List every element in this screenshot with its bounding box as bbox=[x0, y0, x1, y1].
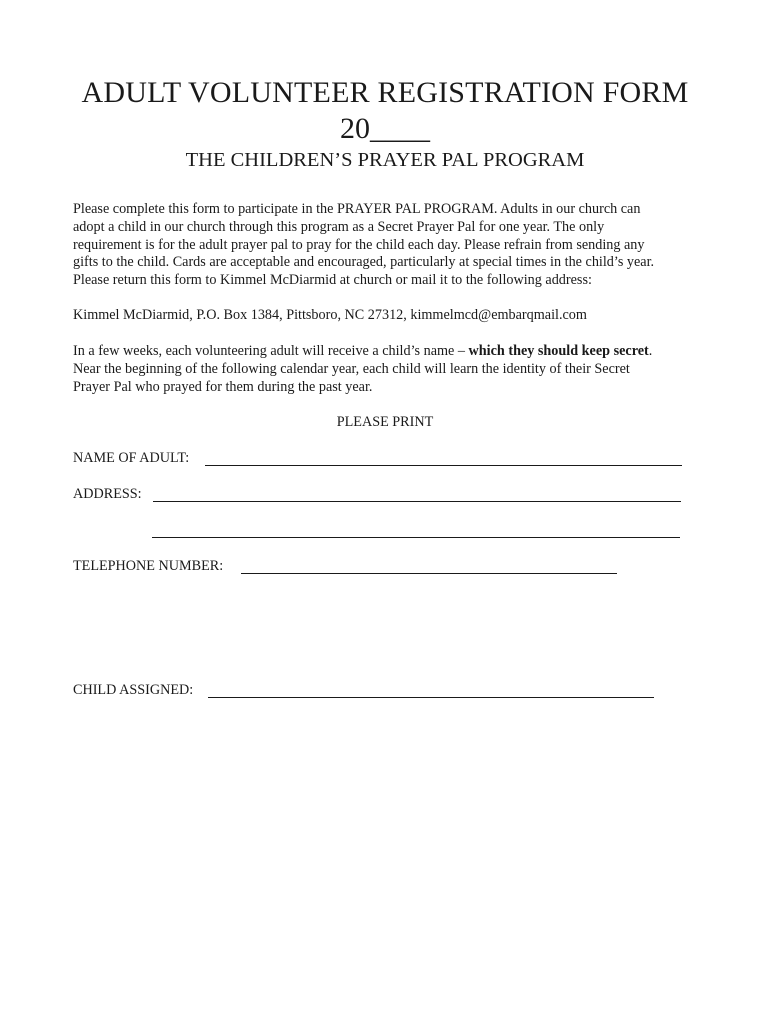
address-field-line-2[interactable] bbox=[152, 537, 680, 538]
notice-prefix: In a few weeks, each volunteering adult will receive a child’s name – bbox=[73, 343, 469, 359]
name-of-adult-label: NAME OF ADULT: bbox=[73, 450, 190, 466]
notice-line: Near the beginning of the following calendar year, each child will learn the identity of their Secret bbox=[73, 360, 630, 377]
form-title: ADULT VOLUNTEER REGISTRATION FORM bbox=[81, 76, 689, 109]
notice-paragraph bbox=[73, 343, 703, 396]
mailing-address: Kimmel McDiarmid, P.O. Box 1384, Pittsboro, NC 27312, kimmelmcd@embarqmail.com bbox=[73, 307, 587, 323]
intro-line: adopt a child in our church through this program as a Secret Prayer Pal for one year. The only bbox=[73, 218, 605, 235]
form-year: 20____ bbox=[340, 112, 430, 145]
telephone-number-field[interactable] bbox=[241, 573, 617, 574]
intro-line: Please return this form to Kimmel McDiarmid at church or mail it to the following address: bbox=[73, 272, 592, 289]
program-subtitle: THE CHILDREN’S PRAYER PAL PROGRAM bbox=[185, 149, 585, 171]
child-assigned-label: CHILD ASSIGNED: bbox=[73, 682, 194, 698]
intro-line: requirement is for the adult prayer pal to pray for the child each day. Please refrain from sending any bbox=[73, 236, 645, 253]
telephone-number-label: TELEPHONE NUMBER: bbox=[73, 558, 224, 574]
address-label: ADDRESS: bbox=[73, 486, 142, 502]
notice-line: Prayer Pal who prayed for them during the past year. bbox=[73, 378, 373, 395]
child-assigned-field[interactable] bbox=[208, 697, 654, 698]
address-field-line-1[interactable] bbox=[153, 501, 681, 502]
please-print-instruction: PLEASE PRINT bbox=[336, 414, 434, 430]
notice-secret-emphasis: which they should keep secret bbox=[468, 343, 649, 359]
intro-line: gifts to the child. Cards are acceptable and encouraged, particularly at special times in the child’s year. bbox=[73, 254, 655, 271]
name-of-adult-field[interactable] bbox=[205, 465, 682, 466]
notice-suffix: . bbox=[648, 343, 653, 359]
intro-paragraph bbox=[73, 201, 703, 290]
notice-line bbox=[73, 343, 703, 361]
intro-line: Please complete this form to participate in the PRAYER PAL PROGRAM. Adults in our church can bbox=[73, 201, 641, 217]
